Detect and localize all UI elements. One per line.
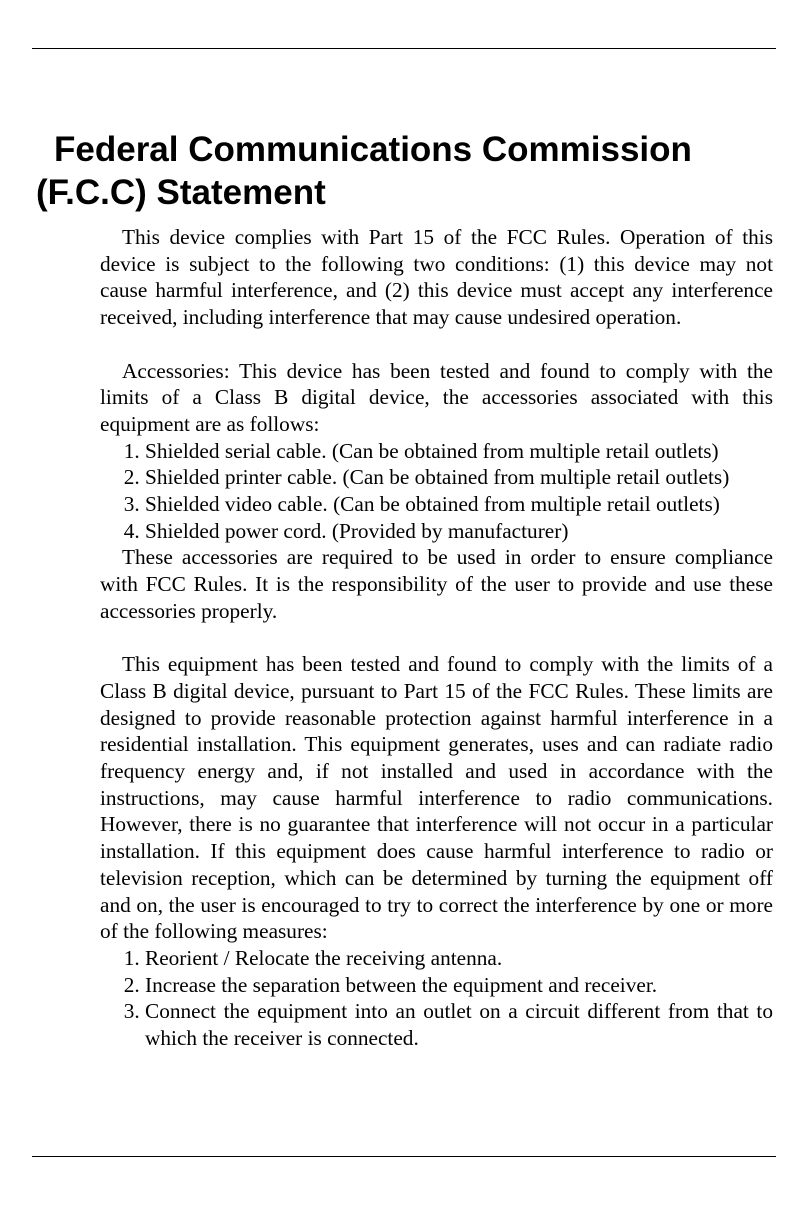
paragraph-spacer [100,625,773,652]
top-divider [32,48,776,49]
intro-paragraph: This device complies with Part 15 of the FCC Rules. Operation of this device is subject to the following two conditions: (1) this device may not cause harmful interference, and (2) this device must accept any interference received, including interference that may cause undesired operation. [100,225,773,330]
accessories-outro: These accessories are required to be used in order to ensure compliance with FCC Rules. It is the responsibility of the user to provide and use these accessories properly. [100,545,773,623]
accessories-intro: Accessories: This device has been tested and found to comply with the limits of a Class B digital device, the accessories associated with this equipment are as follows: [100,358,773,436]
statement-body [100,224,773,1052]
accessories-list [100,438,773,545]
accessory-item: 1. Shielded serial cable. (Can be obtained from multiple retail outlets) [145,438,773,465]
title-line-2: (F.C.C) Statement [36,173,326,212]
paragraph-spacer [100,331,773,358]
bottom-divider [32,1156,776,1157]
equipment-paragraph: This equipment has been tested and found to comply with the limits of a Class B digital device, pursuant to Part 15 of the FCC Rules. These limits are designed to provide reasonable protection against harmful interference in a residential installation. This equipment generates, uses and can radiate radio frequency energy and, if not installed and used in accordance with the instructions, may cause harmful interference to radio communications. However, there is no guarantee that interference will not occur in a particular installation. If this equipment does cause harmful interference to radio or television reception, which can be determined by turning the equipment off and on, the user is encouraged to try to correct the interference by one or more of the following measures: [100,652,773,944]
measure-item: 1. Reorient / Relocate the receiving antenna. [145,945,773,972]
measure-item: 2. Increase the separation between the equipment and receiver. [145,972,773,999]
measures-list [100,945,773,1052]
title-line-1: Federal Communications Commission [54,130,692,169]
accessory-item: 3. Shielded video cable. (Can be obtained from multiple retail outlets) [145,491,773,518]
measure-item: 3. Connect the equipment into an outlet on a circuit different from that to which the receiver is connected. [145,998,773,1051]
accessory-item: 4. Shielded power cord. (Provided by manufacturer) [145,518,773,545]
accessory-item: 2. Shielded printer cable. (Can be obtained from multiple retail outlets) [145,464,773,491]
page-title [36,128,776,214]
